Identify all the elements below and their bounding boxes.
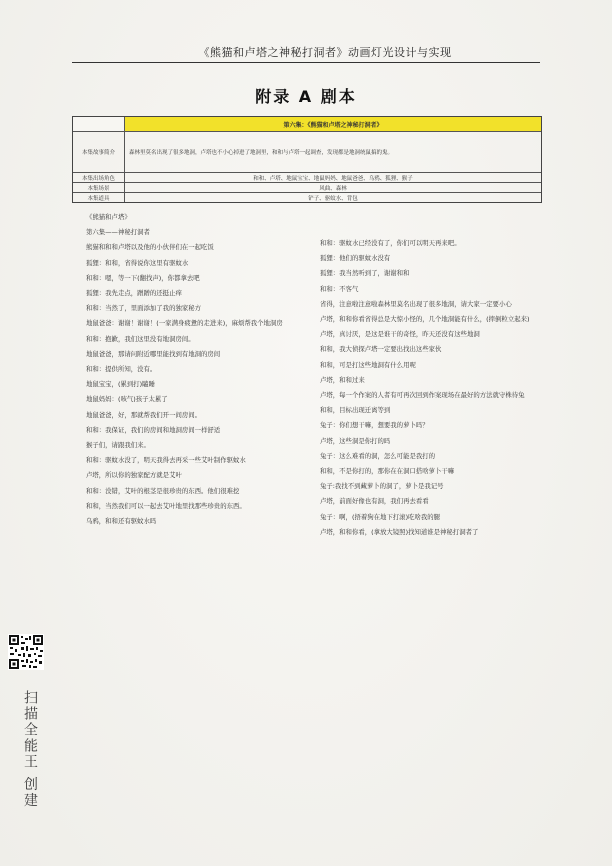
script-left-line: 地鼠爸爸，那请问附近哪里能找到有地洞的房间 (86, 349, 221, 358)
script-right-line: 兔子：啊，(捂着狗在地下打滚)吃啥我的腿 (320, 512, 441, 521)
info-value-summary: 森林里莫名出现了很多地洞，卢塔也不小心掉进了地洞里，和和与卢塔一起调查，发现都是地洞统鼠搞的鬼。 (129, 150, 394, 156)
qr-code-icon (8, 634, 44, 670)
info-label-title (73, 117, 125, 131)
script-right-line: 和和，目标出现迁离等到 (320, 406, 391, 415)
script-left-line: 地鼠宝宝，(累到打)瞌睡 (86, 380, 155, 389)
episode-info-table (72, 116, 542, 203)
script-left-line: 地鼠爸爸，好，那就帮我们开一间房间。 (86, 410, 202, 419)
info-row-summary (73, 132, 541, 173)
script-right-line: 和和，不是你打的，那你在在洞口搭啥萝卜干嘛 (320, 467, 455, 476)
script-right-line: 兔子：你们想干嘛，想要我的萝卜吗？ (320, 421, 429, 430)
script-right-line: 卢塔，和和你看省得总是大惊小怪的，几个地洞能有什么，(摔倒粒立起来) (320, 315, 530, 324)
script-left-line: 熊猫和和和卢塔以及他的小伙伴们在一起吃饭 (86, 243, 214, 252)
script-left-line: 狐狸：和和，省得说你这里有驱蚊水 (86, 258, 189, 267)
script-left-line: 《熊猫和卢塔》 (86, 213, 131, 221)
script-left-line: 猴子们，请跟我们来。 (86, 441, 150, 450)
script-left-line: 第六集——神秘打洞者 (86, 228, 150, 237)
script-left-line: 和和：我保证，我们的房间和地洞房间一样舒适 (86, 425, 221, 434)
info-row-title (73, 117, 541, 132)
script-left-line: 卢塔，所以你的独家配方就是艾叶 (86, 471, 182, 480)
script-right-line: 和和：不客气 (320, 284, 359, 293)
info-value-roles: 和和、卢塔、地鼠宝宝、地鼠妈妈、地鼠爸爸、乌鸦、狐狸、猴子 (253, 175, 413, 182)
info-value-props: 铲子、驱蚊水、背包 (308, 195, 358, 202)
info-label-scenes: 本集场景 (73, 183, 125, 192)
info-label-roles: 本集出场角色 (73, 173, 125, 182)
script-right-line: 狐狸：他们的驱蚊水没有 (320, 254, 391, 263)
script-right-line: 和和：驱蚊水已经没有了，你们可以明天再来吧。 (320, 239, 461, 247)
info-row-scenes (73, 183, 541, 193)
script-column-right (320, 236, 532, 540)
script-column-left (86, 210, 296, 529)
script-right-line: 卢塔，这些洞是你打的吗 (320, 436, 391, 445)
script-left-line: 和和：驱蚊水没了，明天我得去再采一些艾叶制作驱蚊水 (86, 456, 246, 465)
script-left-line: 和和：抱歉，我们这里没有地洞房间。 (86, 334, 195, 343)
script-right-line: 卢塔，和和过来 (320, 375, 365, 384)
script-left-line: 和和，当然我们可以一起去艾叶地里找那些珍贵的东西。 (86, 501, 246, 510)
info-row-props (73, 193, 541, 202)
script-right-line: 卢塔，前面好像也有洞，我们再去看看 (320, 497, 429, 506)
info-label-summary: 本集故事简介 (73, 132, 125, 172)
script-left-line: 和和：提供所知，没有。 (86, 365, 157, 374)
info-value-scenes: 风曲、森林 (319, 185, 347, 192)
script-right-line: 和和，我大侦探卢塔一定要出找出这些家伙 (320, 345, 442, 354)
running-header: 《熊猫和卢塔之神秘打洞者》动画灯光设计与实现 (198, 46, 452, 59)
script-left-line: 乌鸦，和和还有驱蚊水吗 (86, 517, 157, 526)
header-divider (72, 62, 540, 63)
info-value-title: 第六集：《熊猫和卢塔之神秘打洞者》 (283, 121, 383, 129)
script-right-line: 卢塔，和和你看，(拿放大镜照)找知道谁是神秘打洞者了 (320, 527, 479, 536)
script-left-line: 地鼠爸爸：谢谢！谢谢！(一家满身疲惫的走进来)，麻烦帮我个地洞房 (86, 319, 283, 328)
script-right-line: 卢塔，每一个作案的人者有可再次回到作案现场在最好的方法就守株待兔 (320, 391, 525, 400)
script-left-line: 和和：当然了，里面添加了我的独家秘方 (86, 304, 202, 313)
script-right-line: 兔子:我找不到藏萝卜的洞了，萝卜是我记号 (320, 482, 444, 491)
script-right-line: 兔子：这么难看的洞，怎么可能是我打的 (320, 451, 436, 460)
script-right-line: 卢塔，真讨厌，是这是谁干的奇怪，昨天还没有这些地洞 (320, 330, 480, 339)
script-left-line: 和和：嗯，等一下(翻找声)，你都拿去吧 (86, 273, 200, 282)
script-left-line: 狐狸：我先走点，蹭蹭的还挺止痒 (86, 289, 182, 298)
script-right-line: 狐狸：我当然听到了，谢谢和和 (320, 269, 410, 278)
script-left-line: 地鼠妈妈：(咳气)孩子太累了 (86, 395, 168, 404)
info-label-props: 本集道具 (73, 193, 125, 202)
scanner-watermark: 扫描全能王 创建 (22, 690, 38, 809)
script-right-line: 省得，注意啦注意啦森林里莫名出现了很多地洞，请大家一定要小心 (320, 299, 512, 308)
appendix-title: 附录 A 剧本 (255, 87, 357, 106)
script-right-line: 和和，可是打这些地洞有什么用呢 (320, 360, 416, 369)
script-left-line: 和和：没错，艾叶的根茎是很珍贵的东西。他们很难挖 (86, 486, 240, 495)
info-row-roles (73, 173, 541, 183)
